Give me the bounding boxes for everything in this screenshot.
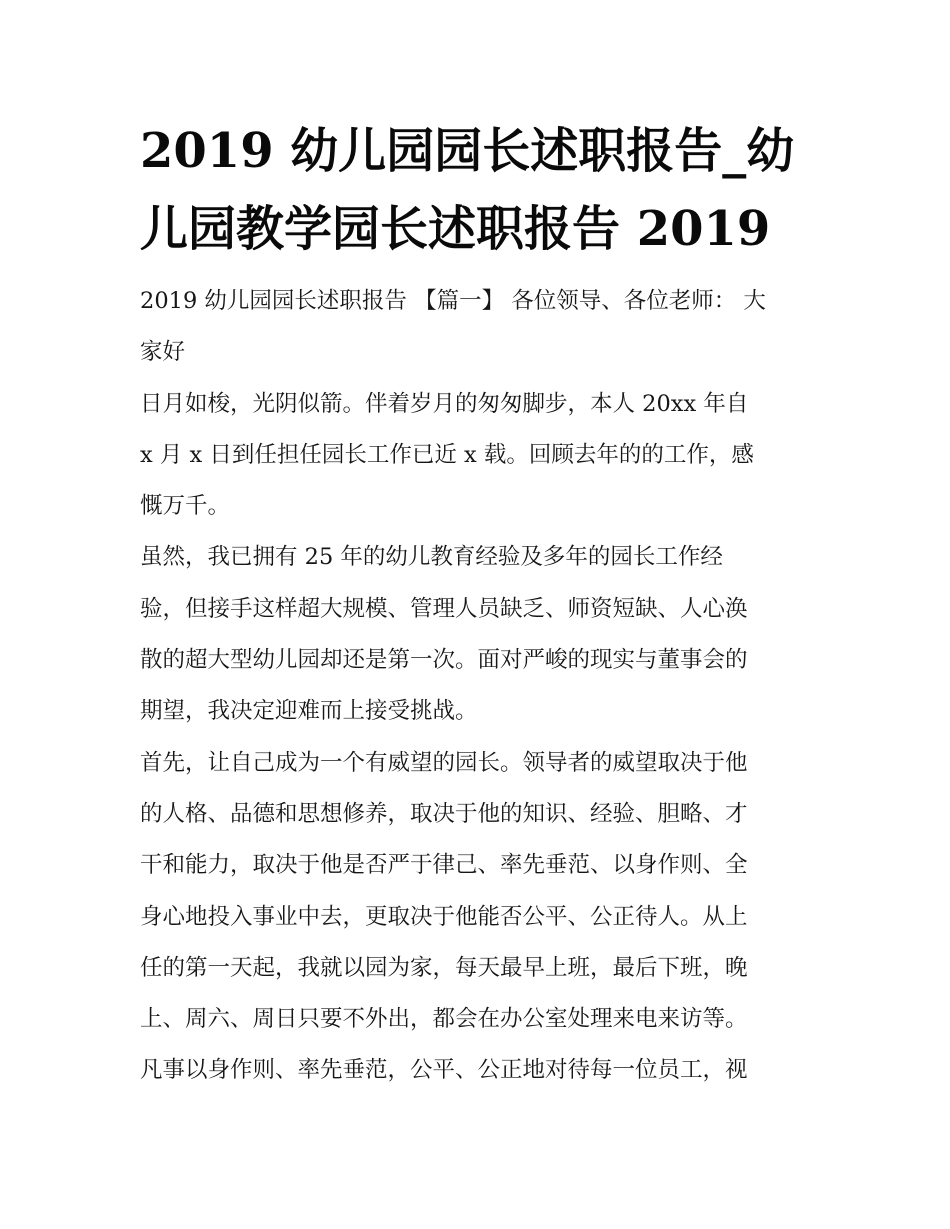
body-line: 身心地投入事业中去，更取决于他能否公平、公正待人。从上 xyxy=(140,903,748,930)
body-line: 散的超大型幼儿园却还是第一次。面对严峻的现实与董事会的 xyxy=(140,647,748,674)
body-line: 慨万千。 xyxy=(140,493,231,520)
body-line: 期望，我决定迎难而上接受挑战。 xyxy=(140,698,478,725)
body-line: 首先，让自己成为一个有威望的园长。领导者的威望取决于他 xyxy=(140,749,748,776)
body-line: 2019 幼儿园园长述职报告 【篇一】 各位领导、各位老师： 大 xyxy=(140,288,766,314)
body-line: 凡事以身作则、率先垂范，公平、公正地对待每一位员工，视 xyxy=(140,1057,748,1084)
document-body xyxy=(140,276,820,1097)
document-title xyxy=(140,112,820,268)
body-line: 日月如梭，光阴似箭。伴着岁月的匆匆脚步，本人 20xx 年自 xyxy=(140,390,749,417)
body-line: 家好 xyxy=(140,339,186,366)
title-line: 儿园教学园长述职报告 2019 xyxy=(140,201,771,257)
body-line: 的人格、品德和思想修养，取决于他的知识、经验、胆略、才 xyxy=(140,800,748,827)
body-line: 干和能力，取决于他是否严于律己、率先垂范、以身作则、全 xyxy=(140,852,748,879)
body-line: 任的第一天起，我就以园为家，每天最早上班，最后下班，晚 xyxy=(140,954,748,981)
body-line: x 月 x 日到任担任园长工作已近 x 载。回顾去年的的工作，感 xyxy=(140,441,754,468)
body-line: 虽然，我已拥有 25 年的幼儿教育经验及多年的园长工作经 xyxy=(140,544,723,571)
body-line: 验，但接手这样超大规模、管理人员缺乏、师资短缺、人心涣 xyxy=(140,595,748,622)
body-line: 上、周六、周日只要不外出，都会在办公室处理来电来访等。 xyxy=(140,1006,748,1033)
title-line: 2019 幼儿园园长述职报告_幼 xyxy=(140,123,795,179)
